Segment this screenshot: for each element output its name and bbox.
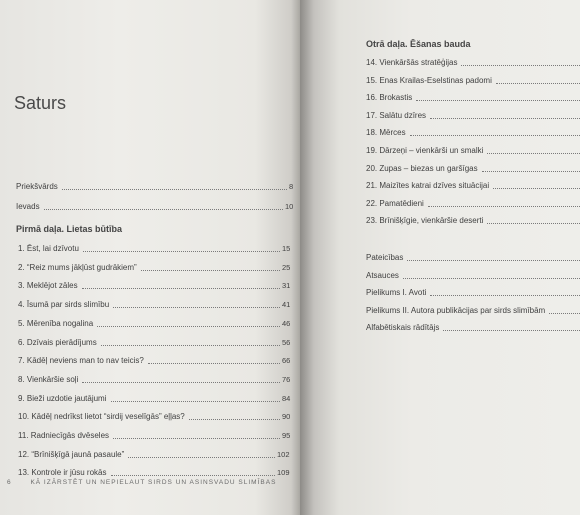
dot-leader	[428, 206, 580, 207]
toc-entry-label: Pielikums I. Avoti	[366, 288, 427, 297]
toc-entry-label: Alfabētiskais rādītājs	[366, 323, 440, 332]
toc-entry	[366, 321, 580, 334]
part1-title: Pirmā daļa. Lietas būtība	[16, 224, 123, 234]
toc-entry	[366, 91, 580, 104]
toc-entry-page: 31	[282, 281, 291, 291]
toc-entry	[18, 410, 290, 423]
dot-leader	[443, 330, 580, 331]
toc-entry-label: 18. Mērces	[366, 128, 406, 138]
toc-entry	[366, 214, 580, 227]
toc-entry-label: 19. Dārzeņi – vienkārši un smalki	[366, 146, 484, 155]
toc-entry-page: 66	[282, 356, 291, 366]
dot-leader	[482, 171, 580, 172]
toc-entry-label: 22. Pamatēdieni	[366, 198, 424, 208]
toc-entry	[18, 336, 290, 349]
toc-entry-label: 5. Mērenība nogalina	[18, 318, 94, 328]
toc-entry-page: 56	[282, 337, 291, 347]
toc-entry-label: Pateicības	[366, 253, 404, 262]
toc-entry	[366, 179, 580, 192]
dot-leader	[141, 270, 280, 271]
toc-entry-page: 90	[282, 412, 291, 422]
toc-entry-label: 14. Vienkāršās stratēģijas	[366, 58, 458, 67]
toc-entry-page: 76	[282, 374, 291, 384]
dot-leader	[44, 209, 283, 210]
toc-entry	[366, 144, 580, 157]
toc-entry	[18, 261, 290, 274]
toc-entry-label: Priekšvārds	[16, 182, 58, 191]
toc-entry	[18, 354, 290, 367]
dot-leader	[189, 419, 280, 420]
toc-entry-page: 10	[285, 202, 294, 211]
dot-leader	[410, 135, 580, 136]
toc-entry	[18, 466, 290, 479]
toc-entry	[18, 373, 290, 386]
dot-leader	[82, 382, 280, 383]
toc-entry-label: 17. Salātu dzīres	[366, 110, 427, 120]
toc-entry-label: Pielikums II. Autora publikācijas par sirds slimībām	[366, 305, 546, 315]
toc-entry-label: 7. Kādēļ neviens man to nav teicis?	[18, 356, 144, 366]
page-number: 6	[7, 479, 12, 486]
dot-leader	[113, 438, 280, 439]
toc-entry	[18, 392, 290, 405]
toc-entry	[16, 200, 293, 213]
toc-entry	[18, 429, 290, 442]
right-page	[300, 0, 580, 515]
dot-leader	[128, 457, 275, 458]
toc-entry-page: 46	[282, 318, 291, 328]
toc-entry-label: 9. Bieži uzdotie jautājumi	[18, 393, 107, 403]
toc-entry	[366, 74, 580, 87]
dot-leader	[101, 345, 280, 346]
dot-leader	[148, 363, 280, 364]
dot-leader	[62, 189, 287, 190]
toc-entry-page: 25	[282, 262, 291, 272]
toc-entry-label: 3. Meklējot zāles	[18, 281, 78, 291]
toc-entry-label: 2. “Reiz mums jākļūst gudrākiem”	[18, 262, 137, 272]
toc-entry	[366, 286, 580, 299]
toc-entry-label: 21. Maizītes katrai dzīves situācijai	[366, 181, 490, 191]
dot-leader	[416, 100, 580, 101]
toc-entry-label: 20. Zupas – biezas un garšīgas	[366, 163, 478, 173]
toc-entry-label: 11. Radniecīgās dvēseles	[18, 431, 110, 440]
toc-entry-label: 13. Kontrole ir jūsu rokās	[18, 468, 107, 478]
part2-title: Otrā daļa. Ēšanas bauda	[366, 39, 471, 49]
dot-leader	[549, 313, 580, 314]
toc-entry	[16, 180, 293, 193]
toc-entry-page: 8	[289, 182, 294, 191]
dot-leader	[113, 307, 280, 308]
contents-heading: Saturs	[14, 93, 67, 113]
toc-entry-page: 41	[282, 300, 291, 310]
toc-entry-label: 6. Dzīvais pierādījums	[18, 337, 97, 347]
dot-leader	[111, 475, 275, 476]
toc-entry-page: 109	[277, 468, 290, 478]
dot-leader	[461, 65, 580, 66]
toc-entry-label: 23. Brīnišķīgie, vienkāršie deserti	[366, 216, 484, 226]
toc-entry-label: 12. “Brīnišķīgā jaunā pasaule”	[18, 449, 125, 459]
toc-entry	[366, 251, 580, 264]
toc-entry	[18, 242, 290, 255]
dot-leader	[430, 118, 580, 119]
toc-entry-label: Atsauces	[366, 270, 399, 280]
dot-leader	[407, 260, 580, 261]
toc-entry	[18, 279, 290, 292]
dot-leader	[493, 188, 580, 189]
dot-leader	[83, 251, 280, 252]
toc-entry-page: 102	[277, 449, 290, 459]
toc-entry	[366, 56, 580, 69]
toc-entry	[18, 448, 290, 461]
toc-entry-page: 84	[282, 393, 291, 403]
toc-entry	[18, 298, 290, 311]
toc-entry	[366, 109, 580, 122]
toc-entry	[366, 126, 580, 139]
toc-entry-page: 15	[282, 244, 291, 253]
page-footer	[7, 479, 276, 486]
toc-entry-label: 1. Ēst, lai dzīvotu	[18, 244, 79, 253]
toc-entry	[366, 197, 580, 210]
dot-leader	[97, 326, 280, 327]
toc-entry-page: 95	[282, 431, 291, 440]
dot-leader	[111, 401, 280, 402]
toc-entry	[18, 317, 290, 330]
toc-entry-label: 4. Īsumā par sirds slimību	[18, 300, 110, 310]
dot-leader	[496, 83, 580, 84]
toc-entry-label: 16. Brokastis	[366, 93, 413, 103]
toc-entry	[366, 269, 580, 282]
toc-entry	[366, 162, 580, 175]
dot-leader	[487, 223, 580, 224]
dot-leader	[82, 288, 280, 289]
toc-entry-label: Ievads	[16, 202, 40, 211]
toc-entry	[366, 304, 580, 317]
running-title: KĀ IZĀRSTĒT UN NEPIELAUT SIRDS UN ASINSVADU SLIMĪBAS	[30, 479, 277, 486]
dot-leader	[430, 295, 580, 296]
dot-leader	[403, 278, 580, 279]
toc-entry-label: 15. Enas Krailas-Eselstinas padomi	[366, 75, 492, 85]
dot-leader	[487, 153, 580, 154]
toc-entry-label: 8. Vienkāršie soļi	[18, 374, 79, 384]
toc-entry-label: 10. Kādēļ nedrīkst lietot “sirdij veselīgās” eļļas?	[18, 412, 185, 422]
